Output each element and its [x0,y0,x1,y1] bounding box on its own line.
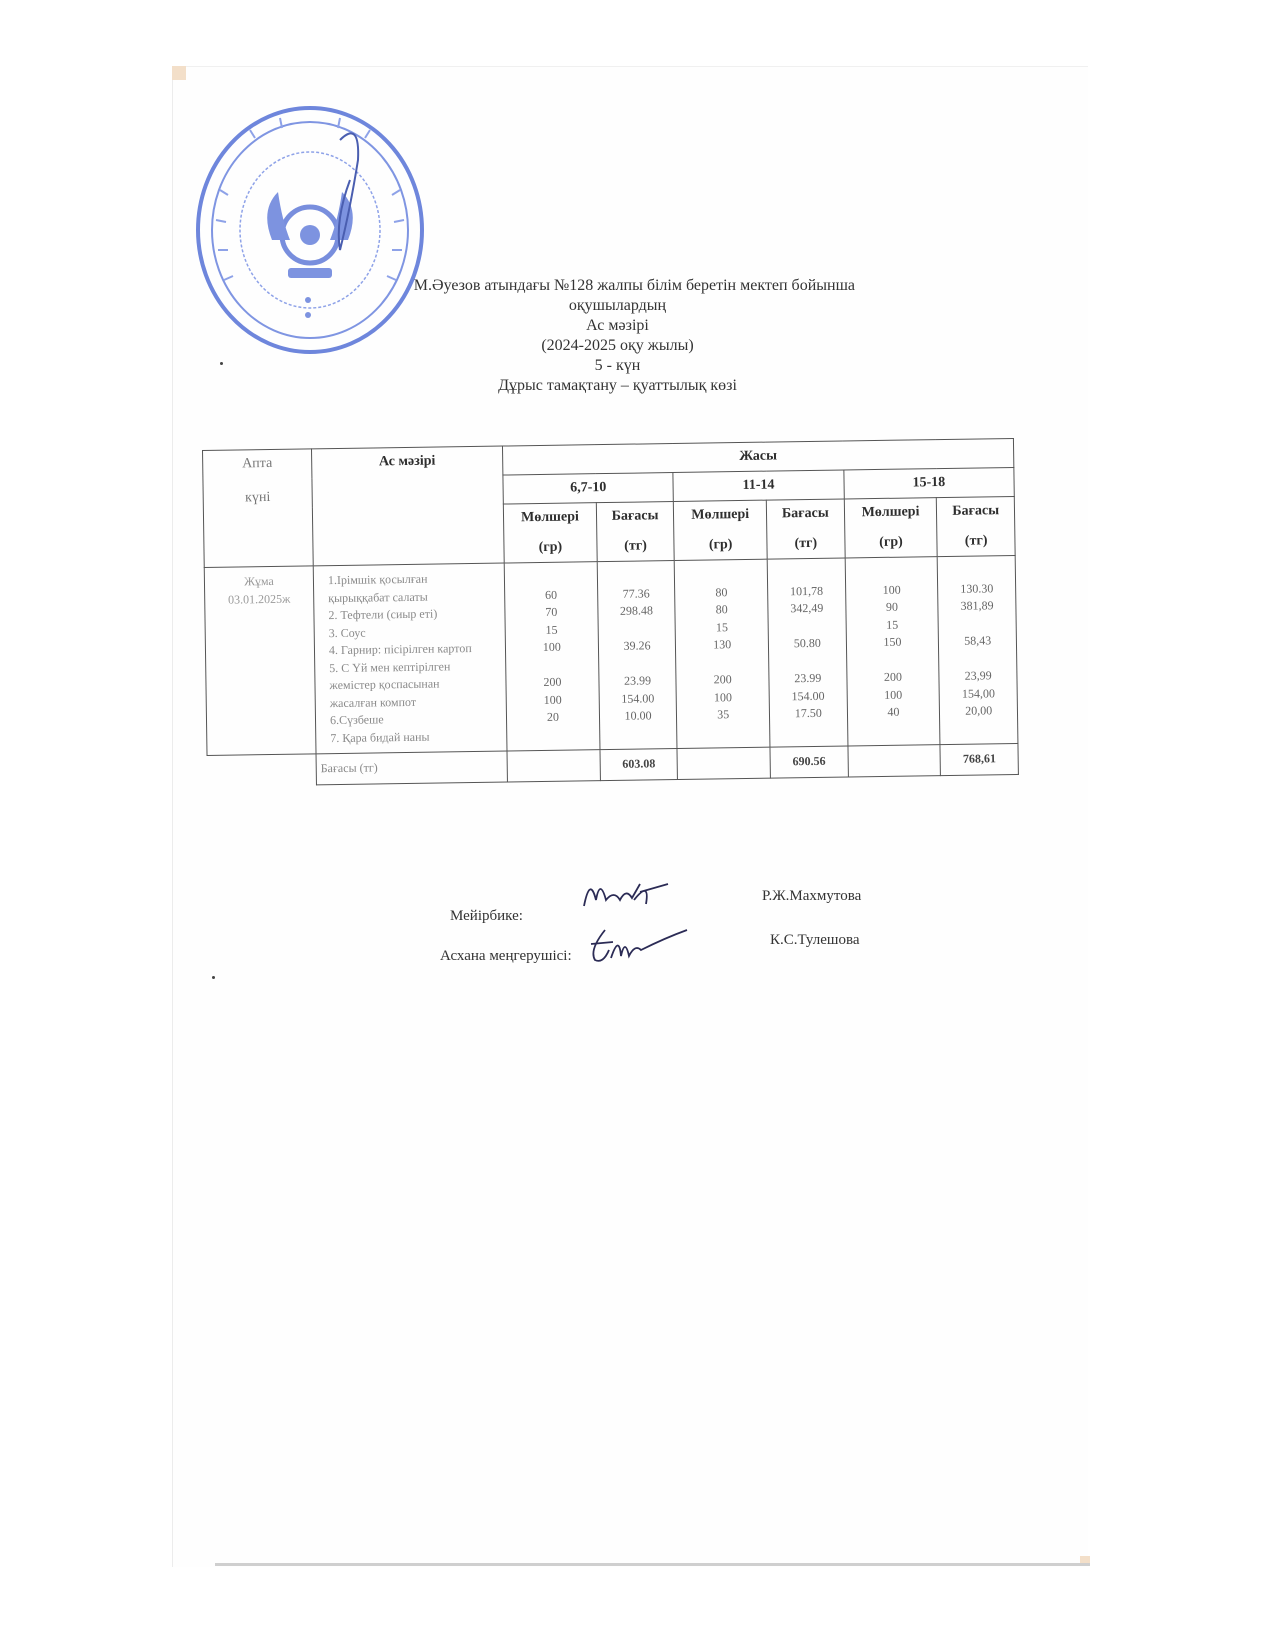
menu-items-cell [313,563,507,754]
list-item: 1.Ірімшік қосылған [327,571,428,588]
list-item: 5. С Үй мен кептірілген [329,658,451,675]
cell-value [680,653,764,672]
header-school: М.Әуезов атындағы №128 жалпы білім беретін мектеп бойынша [413,277,855,294]
cell-value: 77.36 [622,585,650,601]
cell-value: 58,43 [964,633,992,648]
cell-value: 80 [715,584,728,599]
g3-qty-cell [845,557,941,746]
list-item: 4. Гарнир: пісірілген картоп [328,641,472,658]
list-item: жемістер қоспасынан [329,676,440,693]
day-cell: Жұма 03.01.2025ж [204,566,316,756]
nurse-signature [580,870,680,920]
speck [220,362,223,365]
total-value: 768,61 [940,743,1018,775]
canteen-manager-signature [585,920,695,970]
cell-value: 200 [713,672,732,687]
cell-value: 70 [545,604,558,619]
table-row [204,555,1018,755]
total-label: Бағасы (тг) [316,751,507,784]
document-header [380,276,855,396]
cell-value: 15 [886,617,899,632]
cell-value: 130.30 [960,580,994,596]
header-day: 5 - күн [594,357,641,374]
header-menu-title: Ас мәзірі [586,317,649,334]
cell-value: 40 [887,704,900,719]
cell-value: 15 [715,619,729,634]
cell-value: 17.50 [794,705,822,721]
cell-value: 200 [543,674,562,689]
header-year: (2024-2025 оқу жылы) [541,337,694,354]
nurse-name: Р.Ж.Махмутова [762,888,862,904]
week-day-header: Апта күні [203,449,314,568]
price-header: Бағасы (тг) [766,499,844,559]
cell-value: 20,00 [965,703,993,718]
cell-value: 23.99 [623,673,652,688]
age-group-header: 6,7-10 [503,473,674,505]
list-item: 3. Соус [328,625,366,640]
g1-qty-cell [504,562,600,751]
cell-value: 381,89 [960,598,994,613]
list-item: жасалған компот [329,694,417,710]
cell-value: 342,49 [790,600,824,616]
list-item: 2. Тефтели (сиыр еті) [328,606,438,623]
sheet-corner-stain [172,66,186,80]
cell-value: 10.00 [624,708,652,723]
speck [212,976,215,979]
cell-value: 154.00 [621,690,655,706]
cell-value [602,620,671,639]
list-item: қырыққабат салаты [328,589,428,605]
g2-qty-cell [675,559,771,748]
cell-value: 15 [545,622,558,637]
cell-value: 150 [883,634,902,649]
list-item: 6.Сүзбеше [329,712,384,728]
list-item: 7. Қара бидай наны [330,729,430,745]
g2-price-cell [767,558,847,747]
cell-value: 23,99 [964,668,992,683]
age-header: Жасы [502,438,1013,475]
cell-value: 154.00 [791,688,825,703]
cell-value: 100 [542,639,561,654]
total-value: 603.08 [600,748,678,780]
canteen-manager-label: Асхана меңгерушісі: [440,948,572,964]
cell-value: 23.99 [794,670,822,686]
cell-value [943,650,1012,669]
age-group-header: 11-14 [673,470,844,502]
qty-header: Мөлшері (гр) [503,503,597,563]
canteen-manager-name: К.С.Тулешова [770,932,860,948]
cell-value: 20 [546,709,560,724]
cell-value: 101,78 [789,583,824,598]
qty-header: Мөлшері (гр) [844,498,938,558]
nurse-label: Мейірбике: [450,908,523,924]
cell-value [773,652,842,671]
qty-header: Мөлшері (гр) [674,500,768,560]
g3-price-cell [938,555,1018,744]
cell-value [603,655,672,674]
cell-value [773,617,842,636]
cell-value: 130 [713,637,732,652]
header-motto: Дұрыс тамақтану – қуаттылық көзі [498,377,737,394]
age-group-header: 15-18 [843,467,1014,499]
menu-table [202,438,1019,787]
cell-value [851,651,935,670]
total-value: 690.56 [770,746,848,778]
g1-price-cell [597,561,677,750]
cell-value: 298.48 [619,603,654,618]
menu-header: Ас мәзірі [311,446,504,566]
cell-value: 60 [544,587,558,602]
cell-value: 100 [713,689,733,704]
price-header: Бағасы (тг) [937,496,1015,556]
cell-value [510,656,594,675]
cell-value: 154,00 [961,685,996,701]
sheet-edge [215,1563,1090,1566]
cell-value: 80 [715,602,728,617]
price-header: Бағасы (тг) [596,502,674,562]
cell-value: 35 [717,707,730,722]
cell-value: 100 [882,582,901,597]
cell-value: 39.26 [623,638,651,653]
cell-value: 100 [543,692,562,707]
cell-value [943,615,1012,634]
cell-value: 50.80 [793,635,821,651]
cell-value: 90 [885,599,899,614]
cell-value: 200 [883,669,903,684]
cell-value: 100 [884,687,903,702]
header-students: оқушылардың [568,297,667,314]
